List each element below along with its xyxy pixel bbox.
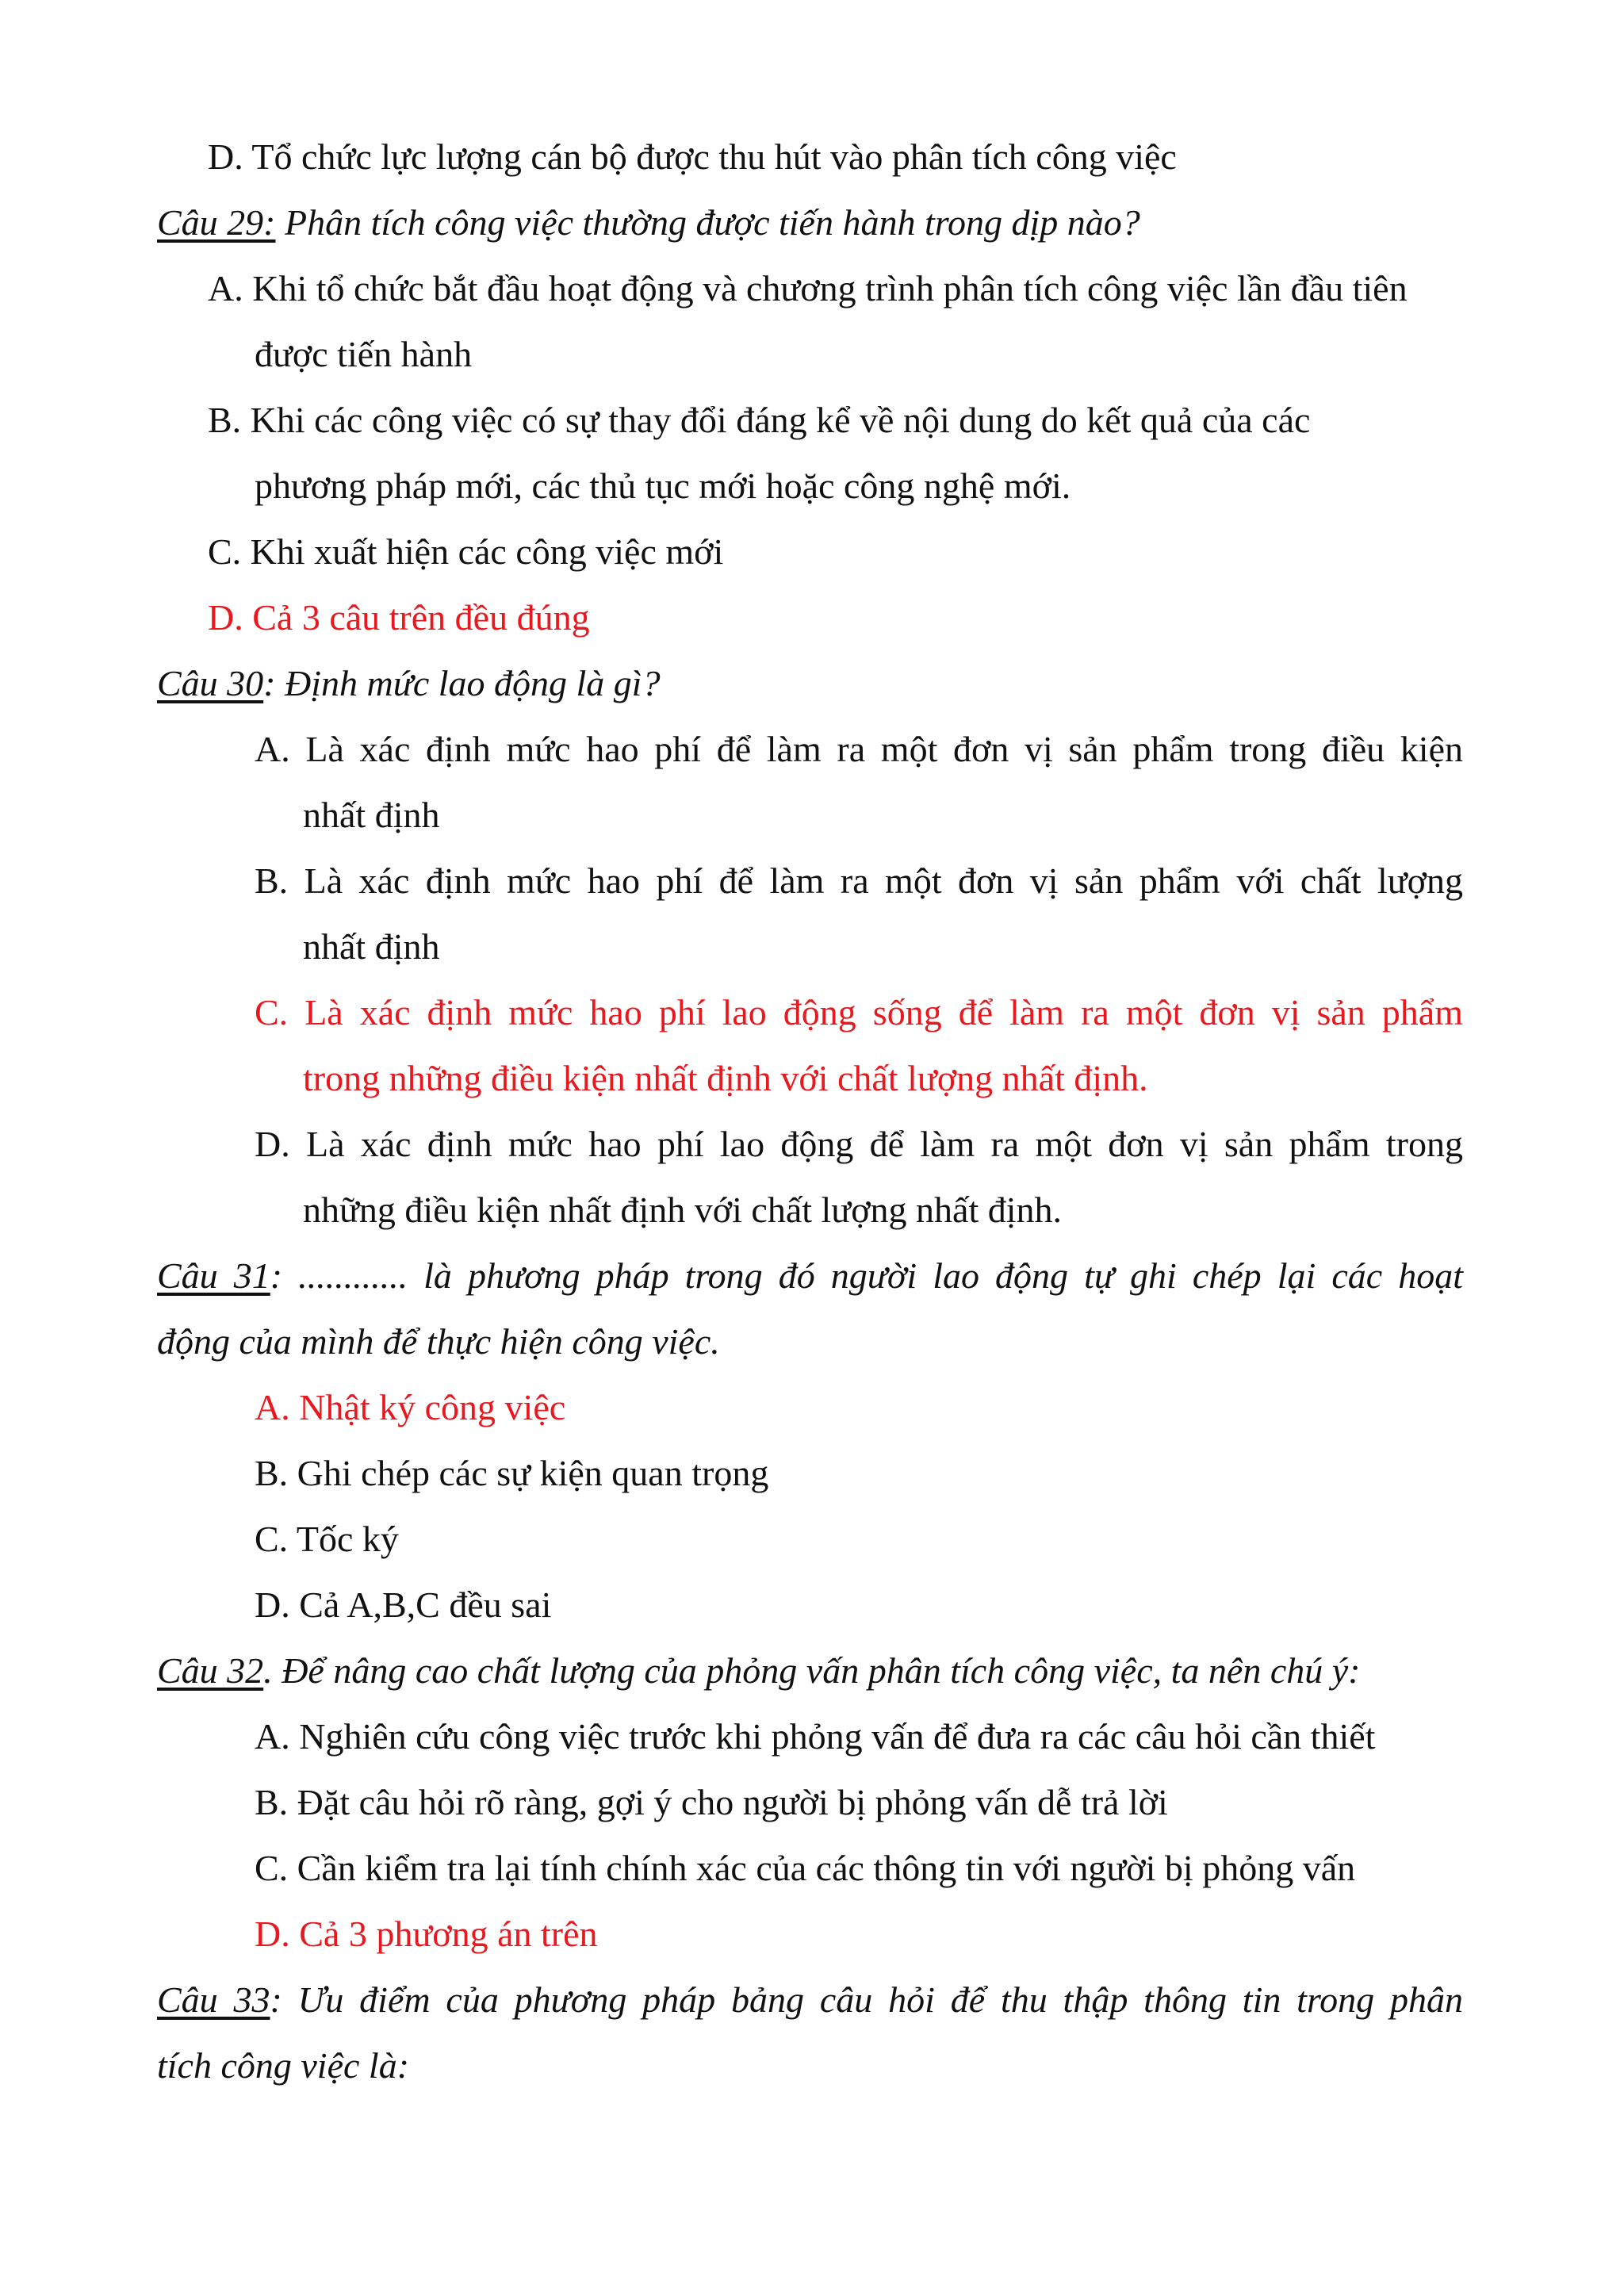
q30-option-c-correct-line2: trong những điều kiện nhất định với chất lượng nhất định. xyxy=(303,1058,1148,1098)
q31-option-d: D. Cả A,B,C đều sai xyxy=(255,1584,552,1625)
q30-option-b-line1: B. Là xác định mức hao phí để làm ra một đơn vị sản phẩm với chất lượng xyxy=(255,860,1463,901)
q31-question-line2: động của mình để thực hiện công việc. xyxy=(157,1321,720,1362)
q29-number: Câu 29: xyxy=(157,202,276,243)
q32-option-c: C. Cần kiểm tra lại tính chính xác của các thông tin với người bị phỏng vấn xyxy=(255,1848,1356,1888)
q32-number: Câu 32 xyxy=(157,1650,264,1691)
q33-number: Câu 33 xyxy=(157,1979,270,2020)
q29-option-a-line1: A. Khi tổ chức bắt đầu hoạt động và chương trình phân tích công việc lần đầu tiên xyxy=(208,268,1408,308)
q29-question xyxy=(157,201,1140,245)
q32-option-b: B. Đặt câu hỏi rõ ràng, gợi ý cho người bị phỏng vấn dễ trả lời xyxy=(255,1782,1168,1822)
q31-text-line1: : ............ là phương pháp trong đó người lao động tự ghi chép lại các hoạt xyxy=(270,1255,1463,1296)
q31-question-line1 xyxy=(157,1254,1463,1298)
q32-option-a: A. Nghiên cứu công việc trước khi phỏng vấn để đưa ra các câu hỏi cần thiết xyxy=(255,1716,1376,1757)
q30-option-a-line2: nhất định xyxy=(303,795,440,835)
q30-option-d-line2: những điều kiện nhất định với chất lượng nhất định. xyxy=(303,1190,1063,1230)
q28-option-d: D. Tổ chức lực lượng cán bộ được thu hút vào phân tích công việc xyxy=(208,136,1177,177)
q32-question xyxy=(157,1649,1360,1693)
q33-question-line1 xyxy=(157,1978,1463,2022)
q30-option-b-line2: nhất định xyxy=(303,926,440,967)
q31-option-a-correct: A. Nhật ký công việc xyxy=(255,1387,566,1427)
q30-question xyxy=(157,661,661,706)
q30-option-c-correct-line1: C. Là xác định mức hao phí lao động sống để làm ra một đơn vị sản phẩm xyxy=(255,992,1463,1033)
q30-option-a-line1: A. Là xác định mức hao phí để làm ra một đơn vị sản phẩm trong điều kiện xyxy=(255,729,1463,769)
q31-option-c: C. Tốc ký xyxy=(255,1519,399,1559)
q30-option-d-line1: D. Là xác định mức hao phí lao động để làm ra một đơn vị sản phẩm trong xyxy=(255,1124,1463,1164)
q29-option-c: C. Khi xuất hiện các công việc mới xyxy=(208,531,724,572)
q31-option-b: B. Ghi chép các sự kiện quan trọng xyxy=(255,1453,769,1493)
q30-text: : Định mức lao động là gì? xyxy=(263,663,661,703)
q32-option-d-correct: D. Cả 3 phương án trên xyxy=(255,1914,598,1954)
q33-text-line1: : Ưu điểm của phương pháp bảng câu hỏi để thu thập thông tin trong phân xyxy=(270,1979,1463,2020)
q33-question-line2: tích công việc là: xyxy=(157,2045,410,2086)
q29-option-b-line1: B. Khi các công việc có sự thay đổi đáng kể về nội dung do kết quả của các xyxy=(208,400,1311,440)
q29-option-a-line2: được tiến hành xyxy=(255,334,473,374)
q31-number: Câu 31 xyxy=(157,1255,270,1296)
q30-number: Câu 30 xyxy=(157,663,264,703)
q32-text: . Để nâng cao chất lượng của phỏng vấn phân tích công việc, ta nên chú ý: xyxy=(263,1650,1361,1691)
q29-option-b-line2: phương pháp mới, các thủ tục mới hoặc công nghệ mới. xyxy=(255,466,1071,506)
q29-option-d-correct: D. Cả 3 câu trên đều đúng xyxy=(208,597,590,638)
q29-text: Phân tích công việc thường được tiến hành trong dịp nào? xyxy=(275,202,1140,243)
